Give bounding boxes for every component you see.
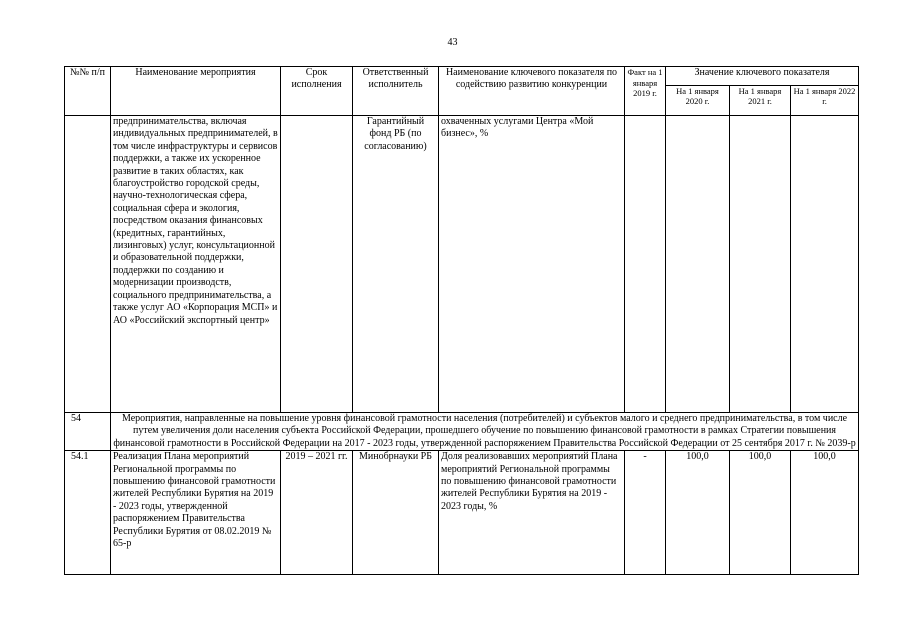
- header-2021: На 1 января 2021 г.: [730, 85, 791, 115]
- cell-term: 2019 – 2021 гг.: [281, 451, 353, 575]
- cell-indicator: Доля реализовавших мероприятий Плана мероприятий Региональной программы по повышению финансовой грамотности жителей Республики Бурятия на 2019 - 2023 годы, %: [439, 451, 625, 575]
- cell-num: [65, 116, 111, 413]
- cell-2022: [791, 116, 859, 413]
- cell-term: [281, 116, 353, 413]
- cell-responsible: Минобрнауки РБ: [353, 451, 439, 575]
- header-indicator: Наименование ключевого показателя по содействию развитию конкуренции: [439, 67, 625, 116]
- cell-indicator: охваченных услугами Центра «Мой бизнес», %: [439, 116, 625, 413]
- cell-2020: 100,0: [666, 451, 730, 575]
- table-row: [65, 451, 859, 575]
- section-row: [65, 413, 859, 451]
- header-value-group: Значение ключевого показателя: [666, 67, 859, 86]
- header-num: №№ п/п: [65, 67, 111, 116]
- header-responsible: Ответственный исполнитель: [353, 67, 439, 116]
- header-fact: Факт на 1 января 2019 г.: [625, 67, 666, 116]
- cell-2021: 100,0: [730, 451, 791, 575]
- cell-name: предпринимательства, включая индивидуальных предпринимателей, в том числе инфраструктуры и сервисов поддержки, а также их ускоренное развитие в таких областях, как благоустройство городской среды, научно-технологическая сфера, социальная сфера и экология, посредством оказания финансовых (кредитных, гарантийных, лизинговых) услуг, консультационной и образовательной поддержки, поддержки по созданию и модернизации производств, социального предпринимательства, а также услуг АО «Корпорация МСП» и АО «Российский экспортный центр»: [111, 116, 281, 413]
- cell-2021: [730, 116, 791, 413]
- cell-name: Реализация Плана мероприятий Региональной программы по повышению финансовой грамотности жителей Республики Бурятия на 2019 - 2023 годы, утвержденной распоряжением Правительства Республики Бурятия от 08.02.2019 № 65-р: [111, 451, 281, 575]
- header-2022: На 1 января 2022 г.: [791, 85, 859, 115]
- section-num: 54: [65, 413, 111, 451]
- section-title: Мероприятия, направленные на повышение уровня финансовой грамотности населения (потребителей) и субъектов малого и среднего предпринимательства, в том числе путем увеличения доли населения субъекта Российской Федерации, прошедшего обучение по повышению финансовой грамотности в рамках Стратегии повышения финансовой грамотности в Российской Федерации на 2017 - 2023 годы, утвержденной распоряжением Правительства Российской Федерации от 25 сентября 2017 г. № 2039-р: [111, 413, 859, 451]
- cell-fact: -: [625, 451, 666, 575]
- header-term: Срок исполнения: [281, 67, 353, 116]
- cell-2022: 100,0: [791, 451, 859, 575]
- cell-2020: [666, 116, 730, 413]
- header-name: Наименование мероприятия: [111, 67, 281, 116]
- cell-responsible: Гарантийный фонд РБ (по согласованию): [353, 116, 439, 413]
- cell-fact: [625, 116, 666, 413]
- header-2020: На 1 января 2020 г.: [666, 85, 730, 115]
- table-row: [65, 116, 859, 413]
- indicators-table: [64, 66, 859, 575]
- table-header-row: [65, 67, 859, 86]
- cell-num: 54.1: [65, 451, 111, 575]
- page-number: 43: [447, 37, 458, 48]
